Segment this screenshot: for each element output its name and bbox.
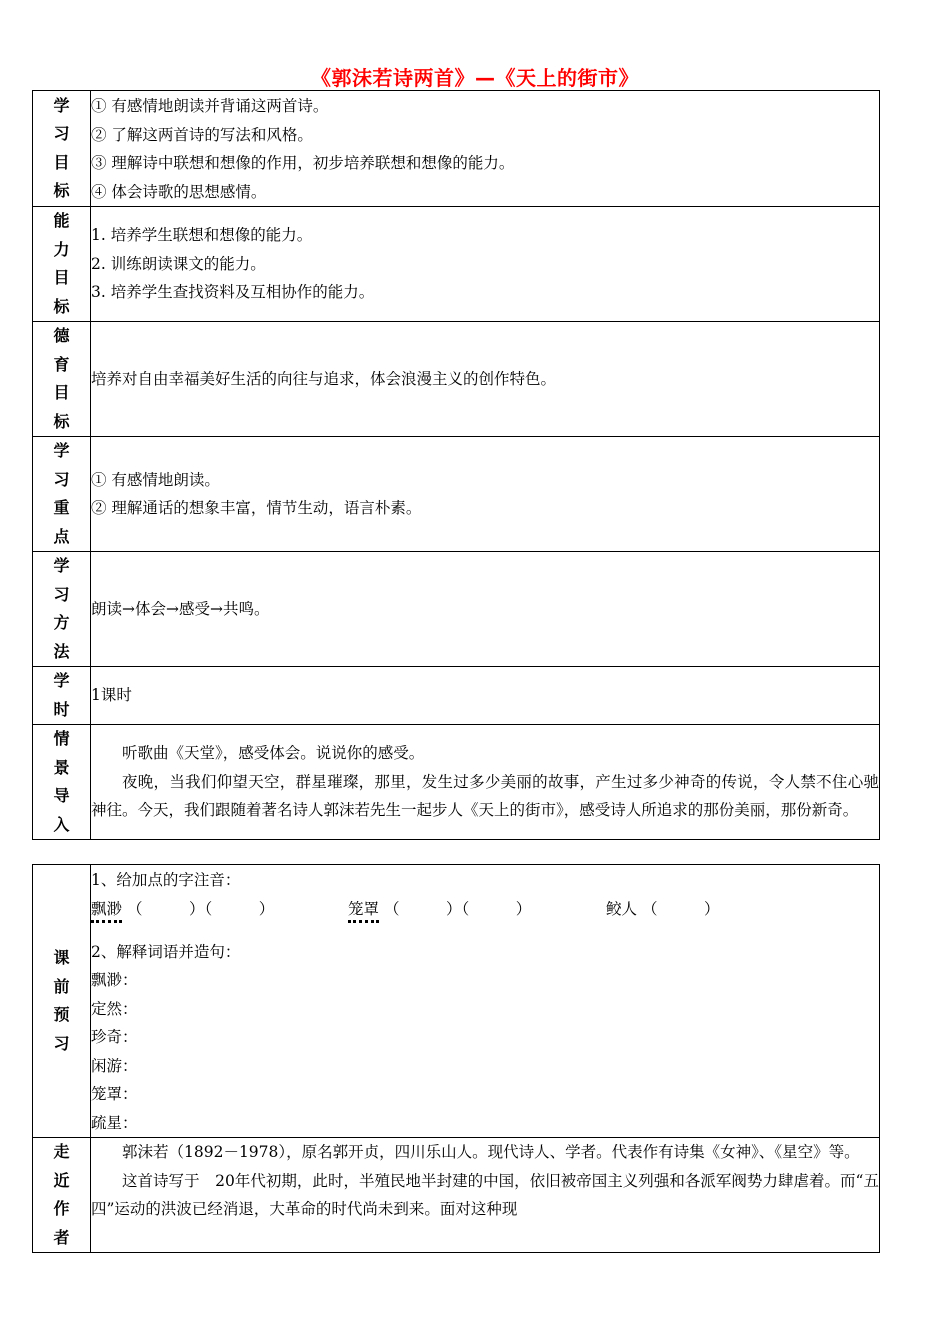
pinyin-item (91, 895, 274, 924)
pinyin-row (91, 895, 879, 938)
goal-item: ② 了解这两首诗的写法和风格。 (91, 125, 313, 144)
row-label: 德 育 目 标 (53, 326, 70, 431)
term-item: 珍奇： (91, 1028, 138, 1046)
goal-item: ④ 体会诗歌的思想感情。 (91, 182, 267, 201)
row-label: 走 近 作 者 (53, 1142, 70, 1247)
preview-table (32, 864, 880, 1253)
question-2: 2、解释词语并造句： (91, 942, 241, 961)
term-item: 疏星： (91, 1113, 138, 1132)
intro-paragraph: 夜晚，当我们仰望天空，群星璀璨，那里，发生过多少美丽的故事，产生过多少神奇的传说，令人禁不住心驰神往。今天，我们跟随着著名诗人郭沫若先生一起步人《天上的街市》，感受诗人所追求的那份美丽，那份新奇。 (91, 772, 879, 820)
author-paragraph: 这首诗写于 20年代初期，此时，半殖民地半封建的中国，依旧被帝国主义列强和各派军阀势力肆虐着。而“五四”运动的洪波已经消退，大革命的时代尚未到来。面对这种现 (91, 1171, 879, 1218)
pinyin-blanks: （ ）（ ） (383, 899, 532, 918)
row-method (33, 552, 880, 667)
row-learning-goals (33, 91, 880, 207)
row-introduction (33, 725, 880, 840)
pinyin-word: 鲛人 (606, 899, 638, 918)
goal-item: ③ 理解诗中联想和想像的作用，初步培养联想和想像的能力。 (91, 154, 515, 172)
ability-item: 3. 培养学生查找资料及互相协作的能力。 (91, 283, 375, 302)
term-item: 定然： (91, 999, 138, 1018)
key-point-item: ② 理解通话的想象丰富，情节生动，语言朴素。 (91, 499, 422, 517)
question-1: 1、给加点的字注音： (91, 871, 241, 889)
goal-item: ① 有感情地朗读并背诵这两首诗。 (91, 97, 329, 115)
ability-item: 1. 培养学生联想和想像的能力。 (91, 226, 313, 245)
pinyin-blanks: （ ）（ ） (126, 899, 275, 918)
row-label: 情 景 导 入 (53, 729, 70, 834)
pinyin-item (606, 895, 719, 924)
method-text: 朗读→体会→感受→共鸣。 (91, 599, 270, 618)
row-class-hours (33, 667, 880, 725)
pinyin-item (348, 895, 531, 924)
row-preview (33, 865, 880, 1138)
row-ability-goals (33, 207, 880, 322)
lesson-plan-table (32, 90, 880, 840)
pinyin-blanks: （ ） (641, 899, 720, 918)
document-title: 《郭沫若诗两首》—《天上的街市》 (311, 66, 639, 90)
row-moral-goals (33, 322, 880, 437)
author-paragraph: 郭沫若（1892－1978），原名郭开贞，四川乐山人。现代诗人、学者。代表作有诗集《女神》、《星空》等。 (122, 1143, 860, 1161)
row-label: 学 习 方 法 (53, 556, 70, 661)
term-item: 飘渺： (91, 971, 138, 989)
row-label: 学 习 重 点 (53, 441, 70, 546)
term-item: 闲游： (91, 1056, 138, 1075)
row-author (33, 1138, 880, 1253)
row-key-points (33, 437, 880, 552)
pinyin-word: 飘渺 (91, 900, 122, 923)
pinyin-word: 笼罩 (348, 900, 379, 923)
term-item: 笼罩： (91, 1085, 138, 1103)
moral-text: 培养对自由幸福美好生活的向往与追求，体会浪漫主义的创作特色。 (91, 369, 557, 388)
row-label: 学 时 (53, 671, 70, 719)
ability-item: 2. 训练朗读课文的能力。 (91, 254, 266, 273)
row-label: 能 力 目 标 (53, 211, 70, 316)
row-label: 课 前 预 习 (53, 948, 70, 1053)
row-label: 学 习 目 标 (53, 95, 70, 200)
intro-paragraph: 听歌曲《天堂》，感受体会。说说你的感受。 (122, 744, 425, 763)
key-point-item: ① 有感情地朗读。 (91, 470, 220, 489)
class-hours-text: 1课时 (91, 686, 132, 705)
